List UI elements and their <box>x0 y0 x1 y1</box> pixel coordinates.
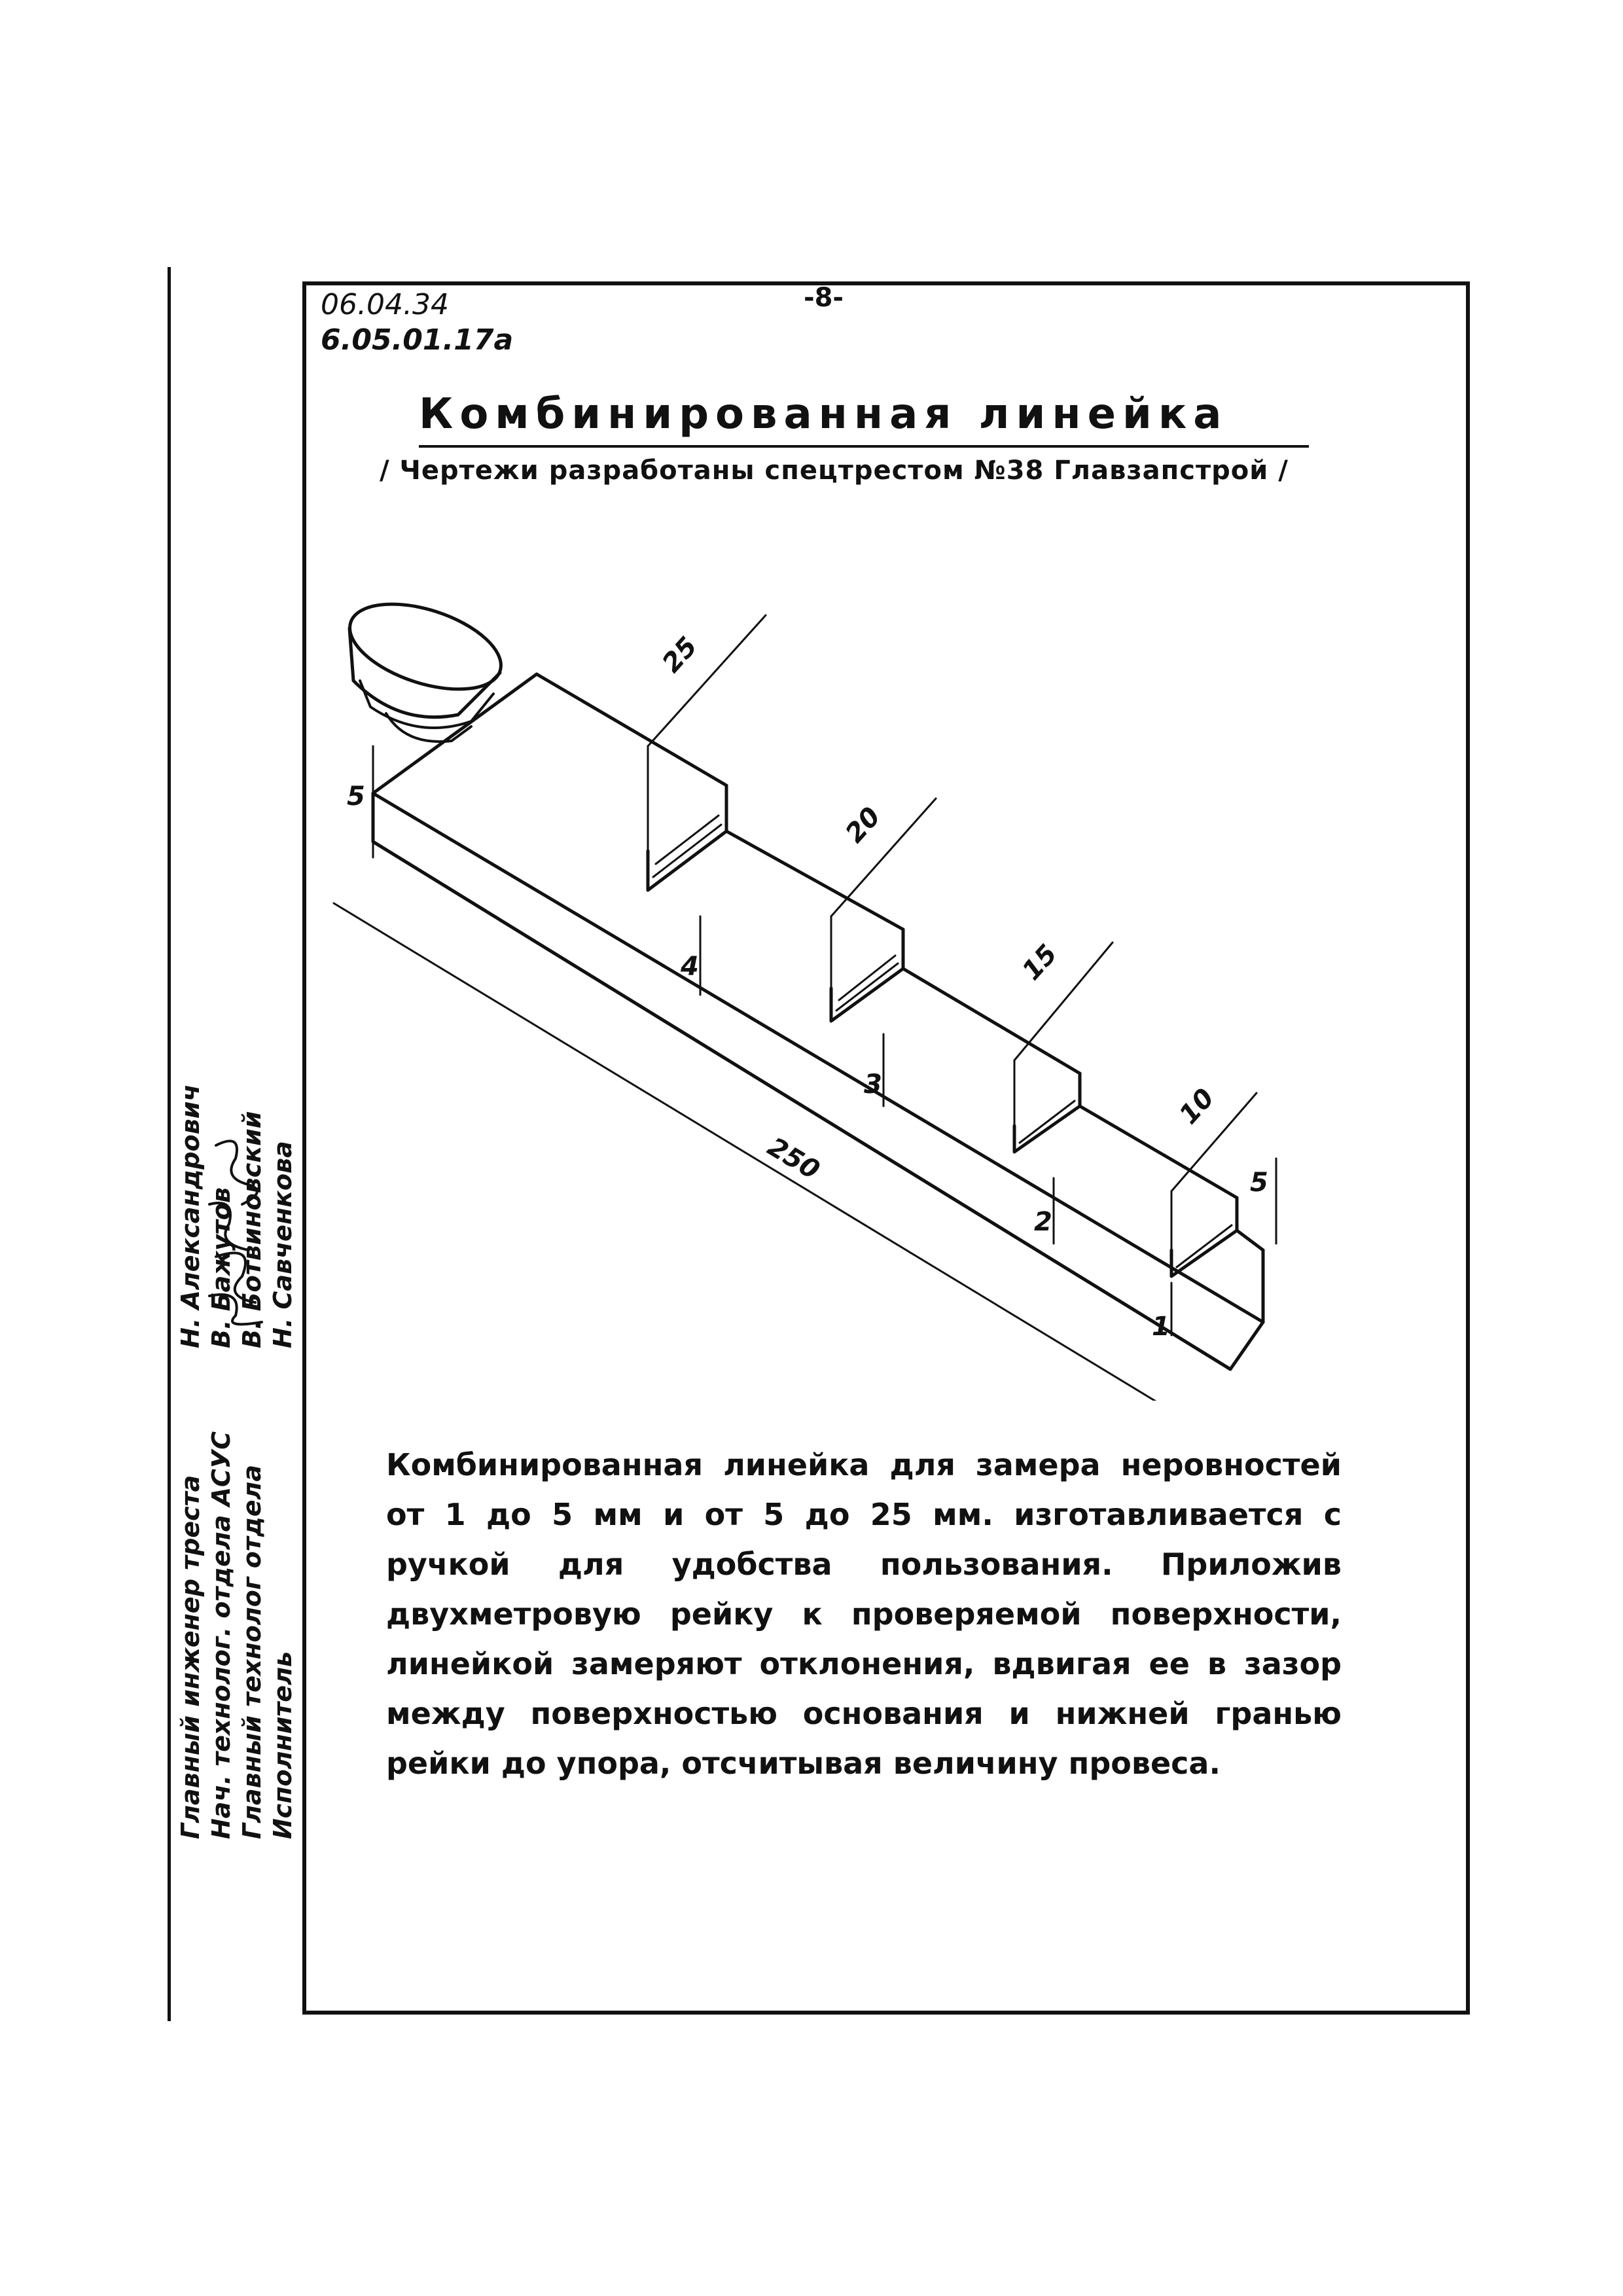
document-code-1: 06.04.34 <box>321 288 449 321</box>
approval-row <box>268 1054 298 1839</box>
ruler-drawing <box>308 550 1302 1401</box>
approval-role: Исполнитель <box>268 1651 297 1839</box>
dim-length-250: 250 <box>762 1132 825 1186</box>
approval-name: В. Бажутов <box>207 1187 236 1348</box>
description-text: Комбинированная линейка для замера неровностей от 1 до 5 мм и от 5 до 25 мм. изготавливается с ручкой для удобства пользования. Приложив двухметровую рейку к проверяемой поверхности, линейкой замеряют отклонения, вдвигая ее в зазор между поверхностью основания и нижней гранью рейки до упора, отсчитывая величину провеса. <box>386 1447 1342 1781</box>
approval-row <box>206 1054 237 1839</box>
document-code-2: 6.05.01.17а <box>321 323 514 357</box>
dim-step-2: 2 <box>1034 1207 1052 1237</box>
dim-width-5: 5 <box>1250 1168 1268 1198</box>
left-margin-rule <box>168 267 171 2021</box>
approval-role: Главный технолог отдела <box>238 1465 266 1839</box>
approval-name: Н. Савченкова <box>268 1141 297 1348</box>
approval-role: Нач. технолог. отдела АСУС <box>207 1431 236 1839</box>
dim-step-3: 3 <box>864 1069 882 1100</box>
approval-role: Главный инженер треста <box>176 1475 205 1839</box>
approval-row <box>175 1054 206 1839</box>
page-title: Комбинированная линейка <box>419 390 1228 439</box>
dim-step-4: 4 <box>681 952 699 982</box>
approval-block <box>175 1054 300 1839</box>
title-underline <box>419 445 1309 448</box>
dim-step-1: 1 <box>1152 1312 1170 1342</box>
approval-row <box>237 1054 268 1839</box>
dim-width-15: 15 <box>1016 939 1063 986</box>
approval-name: В. Ботвиновский <box>238 1111 266 1348</box>
page-subtitle: / Чертежи разработаны спецтрестом №38 Главзапстрой / <box>380 456 1289 486</box>
dim-width-25: 25 <box>656 631 704 679</box>
handle-knob-icon <box>340 588 512 742</box>
page-number: -8- <box>804 283 844 313</box>
dim-width-10: 10 <box>1173 1083 1221 1130</box>
dim-height-5: 5 <box>347 781 365 812</box>
approval-name: Н. Александрович <box>176 1084 205 1348</box>
dim-width-20: 20 <box>840 801 887 849</box>
